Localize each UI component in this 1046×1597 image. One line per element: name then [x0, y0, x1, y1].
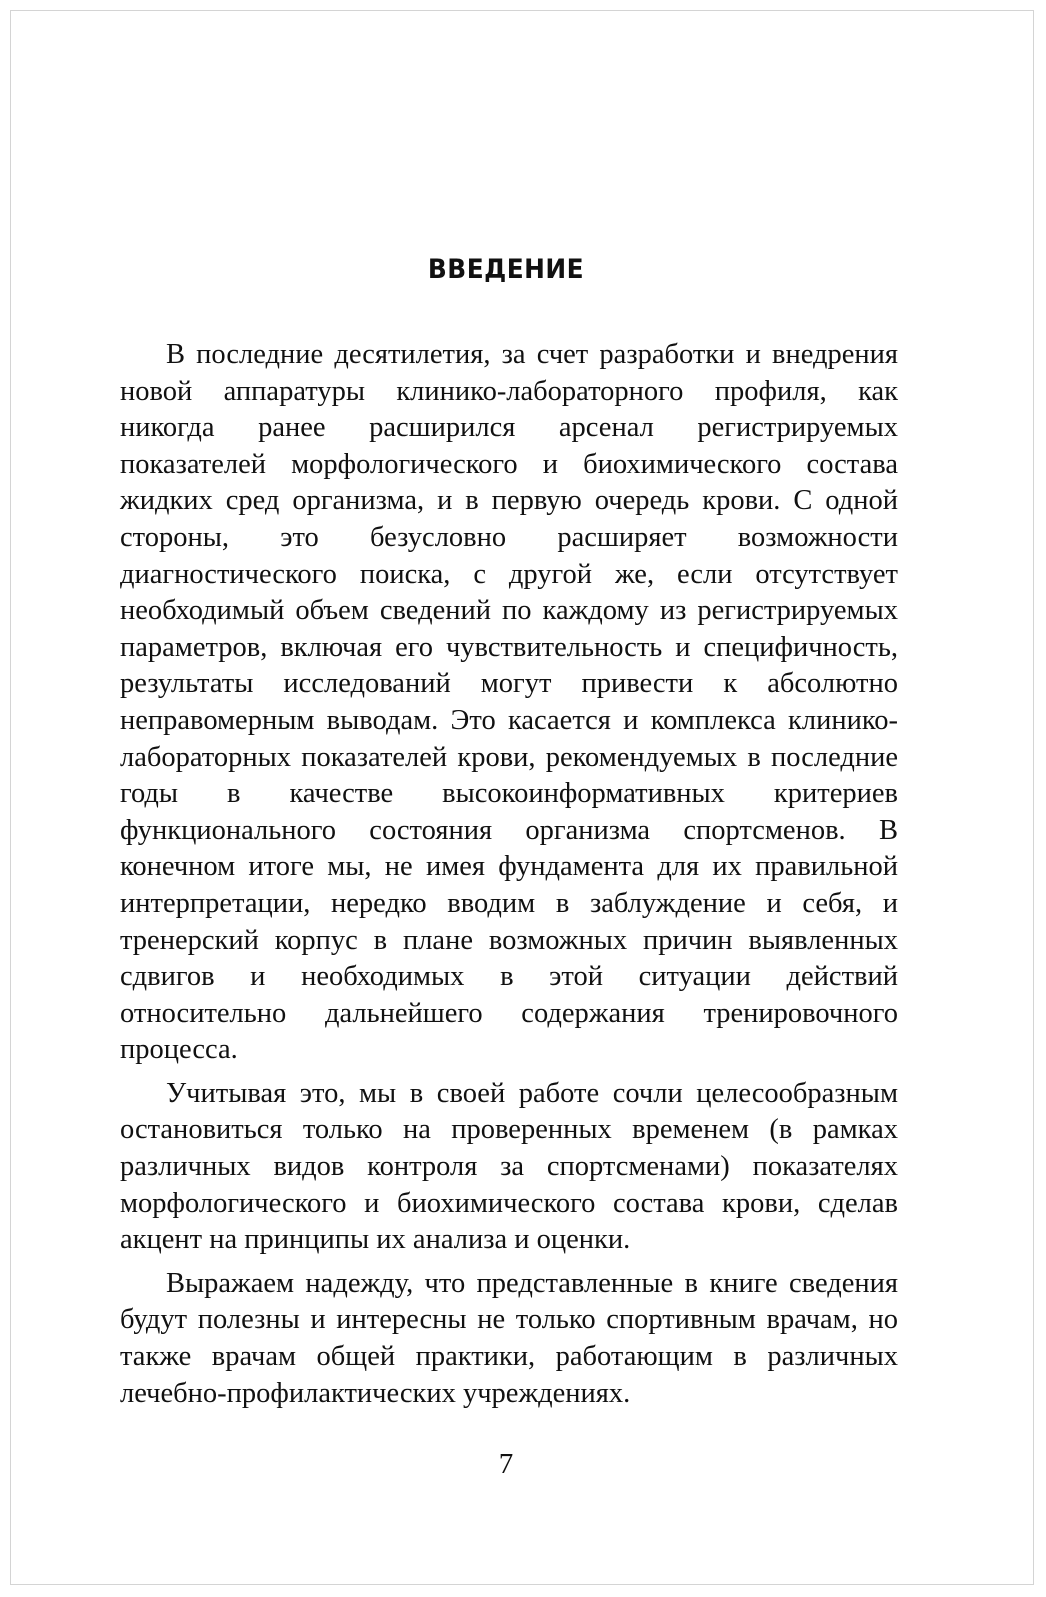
body-text — [120, 337, 898, 1412]
page-number: 7 — [498, 1448, 514, 1480]
section-heading: ВВЕДЕНИЕ — [427, 254, 585, 285]
paragraph-1: В последние десятилетия, за счет разработки и внедрения новой аппаратуры клинико-лабораторного профиля, как никогда ранее расширился арсенал регистрируемых показателей морфологического и биохимического состава жидких сред организма, и в первую очередь крови. С одной стороны, это безусловно расширяет возможности диагностического поиска, с другой же, если отсутствует необходимый объем сведений по каждому из регистрируемых параметров, включая его чувствительность и специфичность, результаты исследований могут привести к абсолютно неправомерным выводам. Это касается и комплекса клинико-лабораторных показателей крови, рекомендуемых в последние годы в качестве высокоинформативных критериев функционального состояния организма спортсменов. В конечном итоге мы, не имея фундамента для их правильной интерпретации, нередко вводим в заблуждение и себя, и тренерский корпус в плане возможных причин выявленных сдвигов и необходимых в этой ситуации действий относительно дальнейшего содержания тренировочного процесса. — [120, 339, 898, 1066]
paragraph-3: Выражаем надежду, что представленные в книге сведения будут полезны и интересны не только спортивным врачам, но также врачам общей практики, работающим в различных лечебно-профилактических учреждениях. — [120, 1267, 898, 1409]
paragraph-2: Учитывая это, мы в своей работе сочли целесообразным остановиться только на проверенных временем (в рамках различных видов контроля за спортсменами) показателях морфологического и биохимического состава крови, сделав акцент на принципы их анализа и оценки. — [120, 1077, 898, 1256]
